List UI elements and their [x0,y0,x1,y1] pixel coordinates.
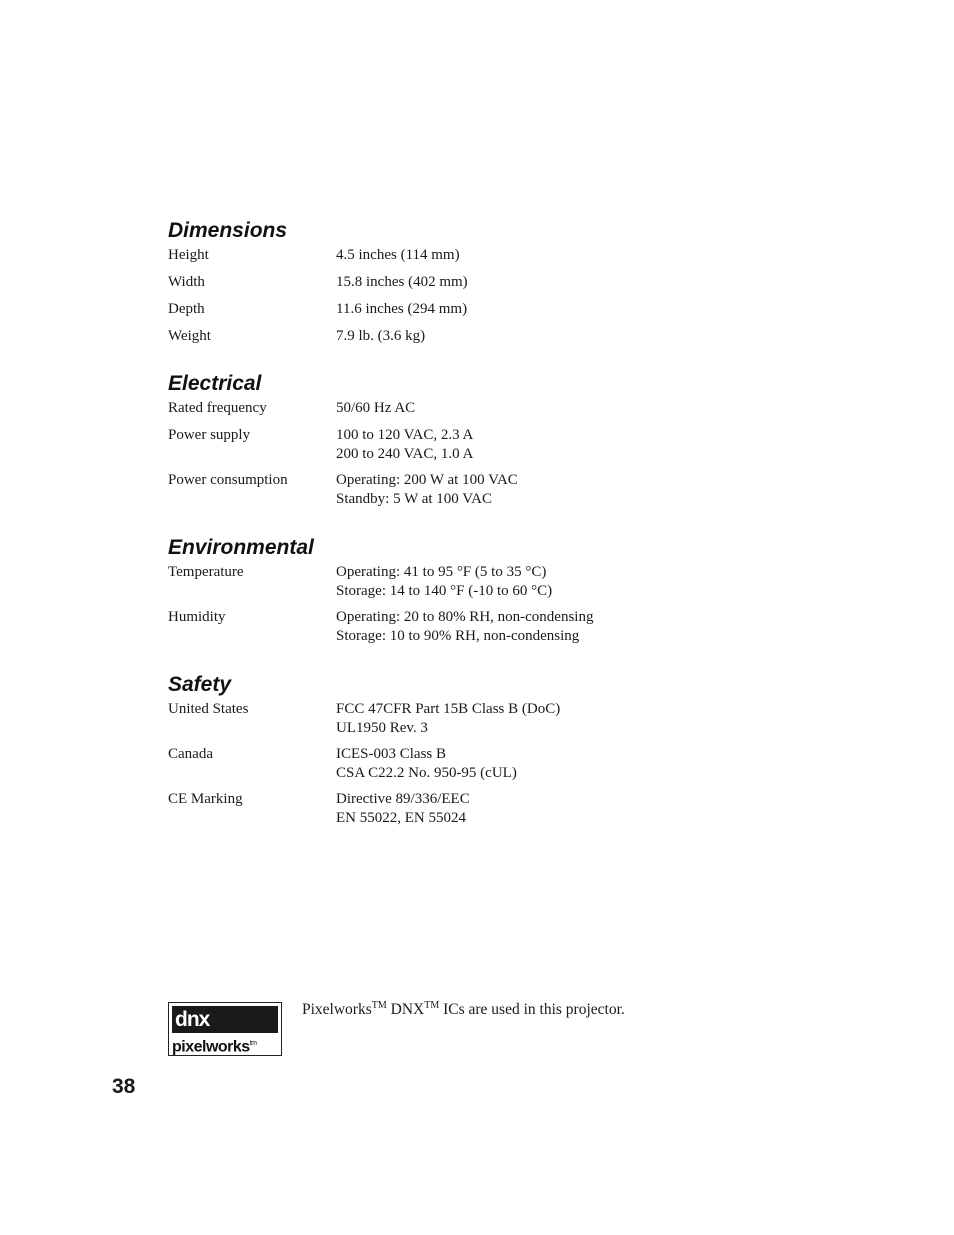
logo-dnx-text: dnx [172,1006,278,1033]
footnote-text: ICs are used in this projector. [443,1001,625,1019]
spec-value [336,399,788,418]
spec-label: Height [168,247,209,263]
spec-label: CE Marking [168,791,243,807]
spec-value [336,700,788,737]
spec-label: Width [168,274,205,290]
spec-value-line: EN 55022, EN 55024 [336,809,466,826]
spec-value-line: Storage: 10 to 90% RH, non-condensing [336,627,580,644]
logo-pixelworks-text: pixelworks [172,1038,250,1056]
spec-row [168,246,788,265]
footnote-tm: TM [371,1000,387,1011]
spec-row [168,790,788,827]
logo-tm-mark: tm [249,1040,257,1047]
page-number: 38 [112,1075,136,1098]
spec-value-line: 15.8 inches (402 mm) [336,274,468,290]
spec-value-line: CSA C22.2 No. 950-95 (cUL) [336,764,517,781]
spec-label: Temperature [168,564,244,580]
spec-value [336,745,788,782]
spec-row [168,471,788,508]
section-electrical [168,369,788,508]
spec-value-line: 7.9 lb. (3.6 kg) [336,328,426,344]
section-heading: Electrical [168,372,262,395]
spec-row [168,700,788,737]
section-environmental [168,533,788,645]
spec-value-line: Directive 89/336/EEC [336,791,470,807]
spec-label: Power supply [168,427,251,443]
spec-value [336,273,788,292]
spec-value [336,426,788,463]
spec-value [336,471,788,508]
spec-value [336,327,788,346]
spec-label: Rated frequency [168,400,267,416]
spec-row [168,327,788,346]
spec-value-line: 200 to 240 VAC, 1.0 A [336,445,474,462]
spec-value-line: UL1950 Rev. 3 [336,719,428,736]
spec-row [168,745,788,782]
pixelworks-dnx-logo [168,1002,282,1056]
spec-row [168,273,788,292]
footnote-tm: TM [424,1000,440,1011]
spec-value [336,300,788,319]
spec-label: Depth [168,301,205,317]
spec-value [336,790,788,827]
spec-value-line: Operating: 200 W at 100 VAC [336,472,518,488]
spec-label: United States [168,701,249,717]
spec-value [336,608,788,645]
spec-row [168,426,788,463]
spec-value-line: Operating: 41 to 95 °F (5 to 35 °C) [336,564,547,580]
spec-label: Power consumption [168,472,288,488]
spec-value-line: ICES-003 Class B [336,746,447,762]
spec-value-line: Operating: 20 to 80% RH, non-condensing [336,609,594,625]
spec-row [168,608,788,645]
spec-value-line: FCC 47CFR Part 15B Class B (DoC) [336,701,561,717]
spec-value-line: Standby: 5 W at 100 VAC [336,490,492,507]
spec-value-line: 11.6 inches (294 mm) [336,301,468,317]
spec-row [168,563,788,600]
section-heading: Environmental [168,536,314,559]
spec-value [336,246,788,265]
spec-row [168,399,788,418]
spec-label: Canada [168,746,213,762]
section-dimensions [168,216,788,354]
spec-label: Weight [168,328,211,344]
spec-value-line: 50/60 Hz AC [336,400,416,416]
spec-value-line: 4.5 inches (114 mm) [336,247,460,263]
footnote [302,996,625,1020]
section-heading: Safety [168,673,232,696]
spec-value [336,563,788,600]
spec-value-line: 100 to 120 VAC, 2.3 A [336,427,474,443]
section-safety [168,670,788,827]
spec-row [168,300,788,319]
section-heading: Dimensions [168,219,288,242]
footnote-brand-dnx: DNX [390,1001,425,1019]
spec-value-line: Storage: 14 to 140 °F (-10 to 60 °C) [336,582,553,599]
spec-label: Humidity [168,609,226,625]
footnote-brand-pixelworks: Pixelworks [302,1001,372,1019]
logo-pixelworks-wordmark [172,1034,280,1054]
